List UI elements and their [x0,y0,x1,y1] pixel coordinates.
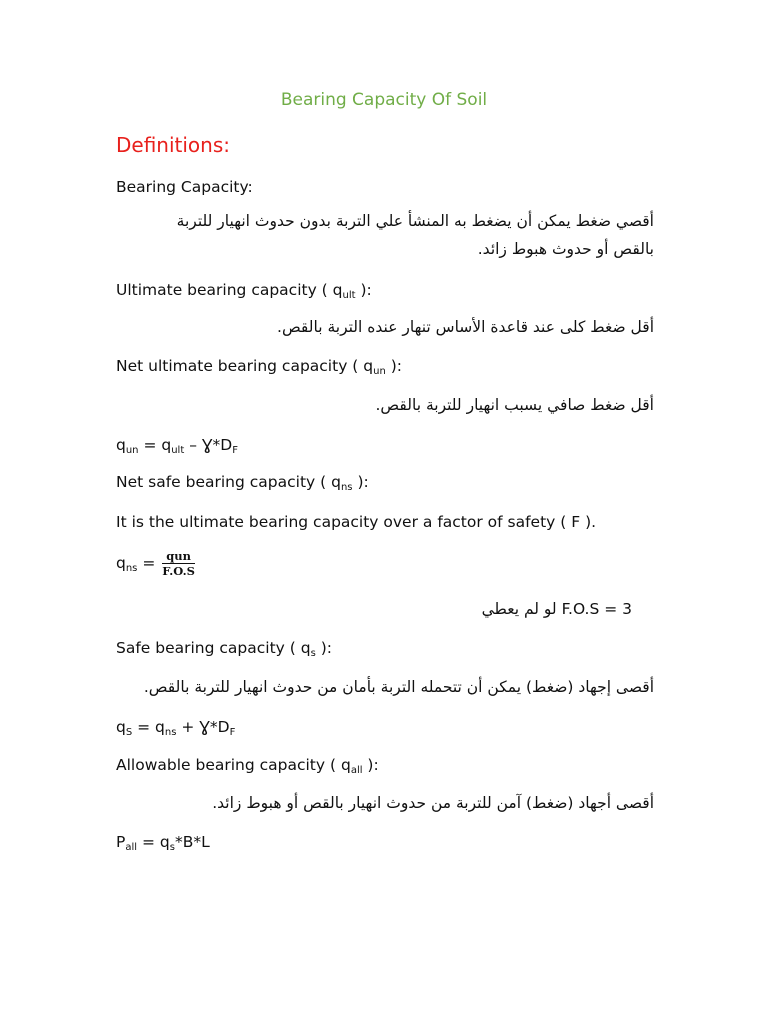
formula-qun-sub3: F [232,445,238,456]
net-safe-description: It is the ultimate bearing capacity over a factor of safety ( F ). [116,513,597,531]
net-ultimate-arabic: أقل ضغط صافي يسبب انهيار للتربة بالقص. [375,396,654,414]
page-title: Bearing Capacity Of Soil [280,90,488,110]
net-ultimate-sub: un [373,366,386,377]
formula-pall-sub2: s [169,842,175,853]
formula-qns-sub: ns [125,563,138,574]
bearing-capacity-arabic-line2: بالقص أو حدوث هبوط زائد. [477,240,654,258]
formula-qun-sub2: ult [171,445,185,456]
safe-label-pre: Safe bearing capacity ( q [116,639,311,657]
allowable-label-pre: Allowable bearing capacity ( q [116,756,351,774]
formula-qs-sub1: S [125,727,133,738]
ultimate-label-post: ): [355,281,372,299]
formula-qns-fraction [162,550,195,577]
bearing-capacity-arabic-line1: أقصي ضغط يمكن أن يضغط به المنشأ علي التربة بدون حدوث انهيار للتربة [176,212,654,230]
fraction-numerator: qun [162,550,195,564]
allowable-arabic: أقصى أجهاد (ضغط) آمن للتربة من حدوث انهيار بالقص أو هبوط زائد. [212,794,654,812]
formula-qun-q: q [116,436,126,454]
ultimate-sub: ult [342,290,356,301]
formula-qs-q: q [116,718,126,736]
formula-qs-eq: = q [132,718,165,736]
ultimate-arabic: أقل ضغط كلى عند قاعدة الأساس تنهار عنده التربة بالقص. [277,318,654,336]
formula-qs [116,718,235,738]
fos-note: F.O.S = 3 لو لم يعطي [481,600,632,618]
net-ultimate-label [116,357,402,377]
ultimate-label [116,281,372,301]
safe-label-post: ): [315,639,332,657]
formula-pall-rest: *B*L [174,833,210,851]
net-safe-label-post: ): [352,473,369,491]
net-safe-label-pre: Net safe bearing capacity ( q [116,473,341,491]
formula-qs-sub2: ns [164,727,177,738]
formula-qns-eq: = [137,554,156,572]
allowable-sub: all [350,765,363,776]
formula-pall-sub1: all [125,842,138,853]
formula-qun-sub1: un [125,445,139,456]
net-ultimate-label-post: ): [385,357,402,375]
safe-label [116,639,332,659]
allowable-label [116,756,379,776]
formula-pall-p: P [116,833,126,851]
formula-qun [116,436,238,456]
net-safe-label [116,473,369,493]
safe-arabic: أقصى إجهاد (ضغط) يمكن أن تتحمله التربة بأمان من حدوث انهيار للتربة بالقص. [143,678,654,696]
ultimate-label-pre: Ultimate bearing capacity ( q [116,281,343,299]
formula-qns-q: q [116,554,126,572]
formula-pall-eq: = q [137,833,170,851]
net-safe-sub: ns [340,482,353,493]
formula-qun-eq: = q [138,436,172,454]
formula-qns [116,550,195,577]
formula-pall [116,833,210,853]
bearing-capacity-label: Bearing Capacity: [116,178,253,196]
safe-sub: s [310,648,316,659]
formula-qs-rest: + Ɣ*D [176,718,230,736]
fraction-denominator: F.O.S [162,564,195,578]
definitions-heading: Definitions: [116,133,231,157]
net-ultimate-label-pre: Net ultimate bearing capacity ( q [116,357,374,375]
formula-qs-sub3: F [229,727,236,738]
formula-qun-rest: – Ɣ*D [184,436,233,454]
allowable-label-post: ): [362,756,379,774]
